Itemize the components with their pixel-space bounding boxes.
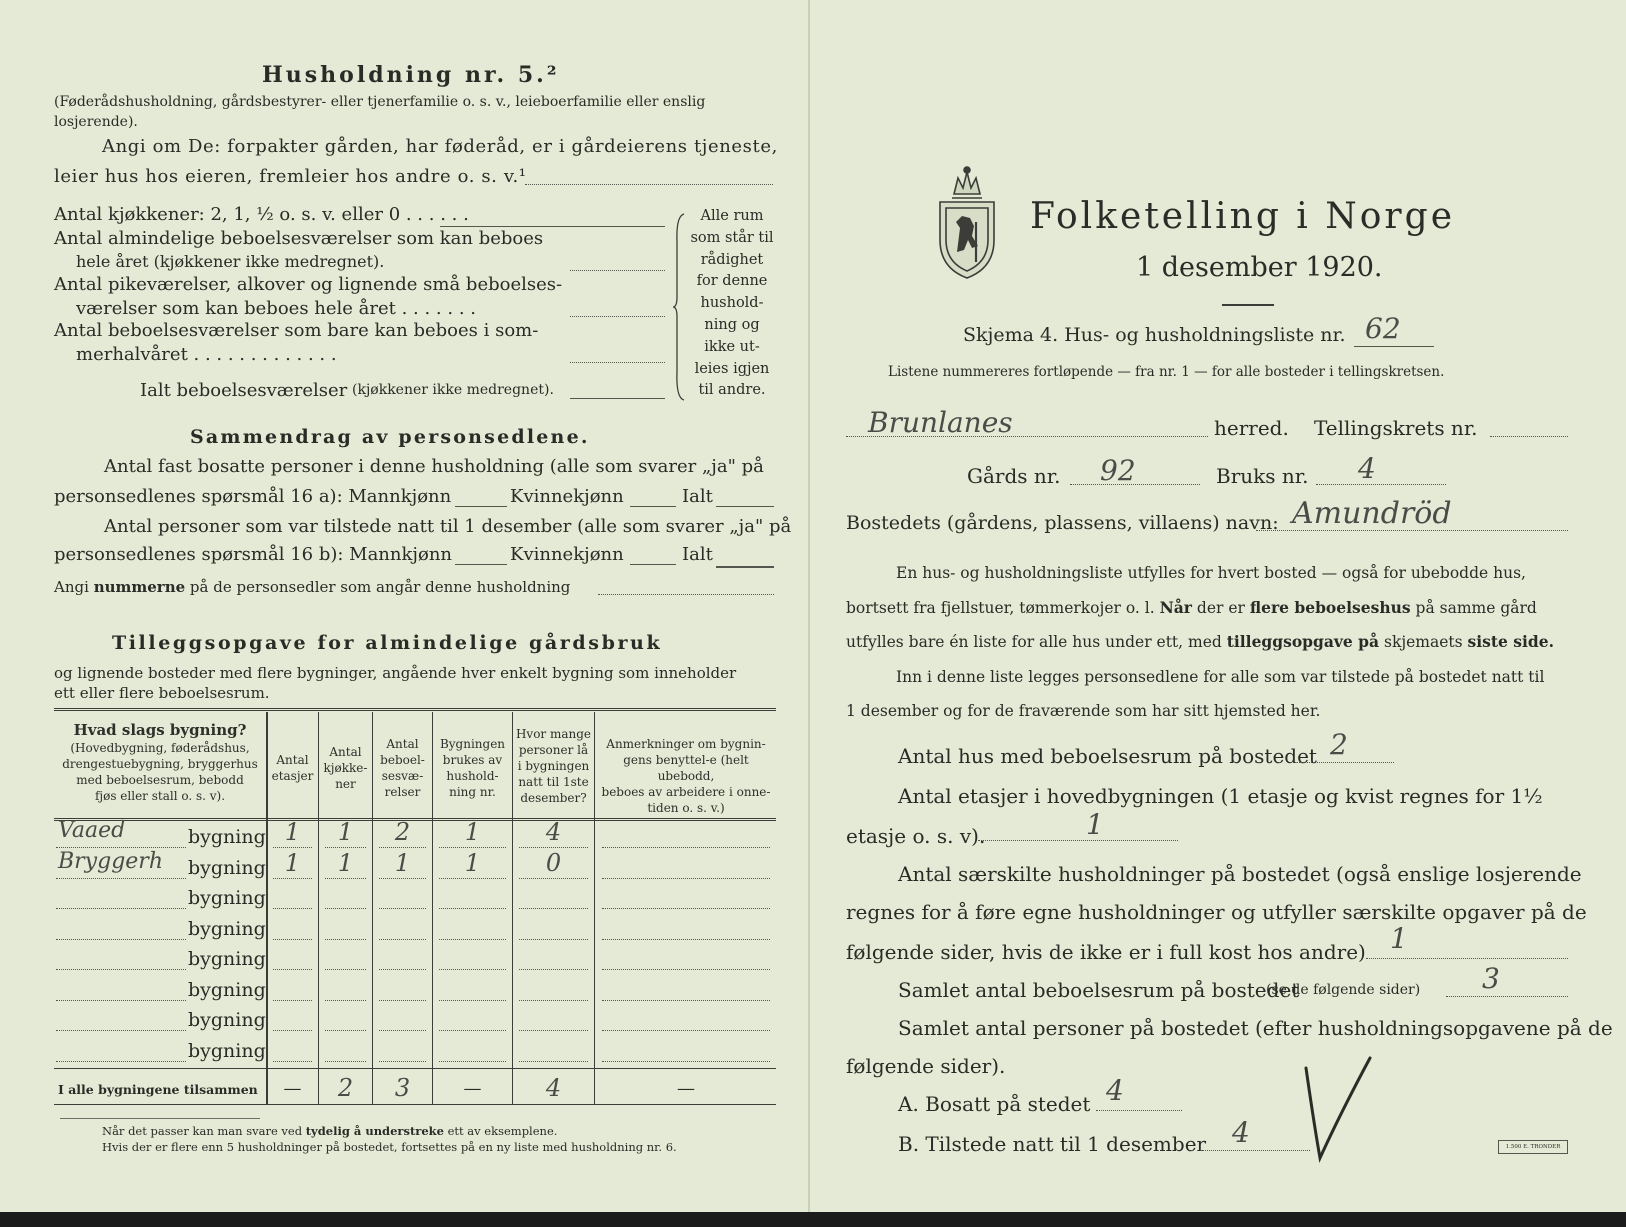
building-row-line xyxy=(56,939,186,940)
header-text: relser xyxy=(384,785,421,799)
saerskilte-answer-line xyxy=(1366,958,1568,959)
rooms-line-2: hele året (kjøkkener ikke medregnet). xyxy=(76,252,385,271)
side-note-line: som står til xyxy=(690,229,774,246)
building-row-line xyxy=(56,1061,186,1062)
form-date: 1 desember 1920. xyxy=(1136,252,1383,283)
building-row-line xyxy=(56,878,186,879)
instruction-2 xyxy=(846,598,1537,617)
cell-line xyxy=(273,969,312,970)
header-hvad-title: Hvad slags bygning? xyxy=(73,721,247,739)
header-text: ning nr. xyxy=(449,785,496,799)
instr2-mid: der er xyxy=(1196,599,1245,617)
gards-line xyxy=(1070,484,1200,485)
header-etasjer xyxy=(267,752,318,784)
header-kjokkener xyxy=(319,744,372,792)
angi-nummer-line xyxy=(54,578,570,596)
instr3-pre: utfylles bare én liste for alle hus under ett, med xyxy=(846,633,1222,651)
cell-line xyxy=(439,908,506,909)
cell-line xyxy=(519,878,588,879)
header-text: beboel- xyxy=(380,753,425,767)
samlet-rum-label: Samlet antal beboelsesrum på bostedet xyxy=(898,978,1300,1002)
header-text: ner xyxy=(335,777,356,791)
total-rooms-note: (kjøkkener ikke medregnet). xyxy=(352,382,554,398)
cell-etasjer: 1 xyxy=(284,818,301,846)
norway-coat-of-arms-icon xyxy=(932,164,1002,282)
liste-nr-value: 62 xyxy=(1365,312,1401,345)
cell-line xyxy=(379,1061,426,1062)
hus-line xyxy=(1290,762,1394,763)
cell-line xyxy=(325,908,366,909)
side-note-line: ning og xyxy=(704,316,760,333)
cell-line xyxy=(602,969,770,970)
tilstede-line-2: personsedlenes spørsmål 16 b): Mannkjønn xyxy=(54,544,453,565)
cell-line xyxy=(519,1061,588,1062)
summer-answer-line xyxy=(570,362,665,363)
footnote-1-bold: tydelig å understreke xyxy=(305,1124,444,1138)
girls-line-1: Antal pikeværelser, alkover og lignende små beboelses- xyxy=(54,274,563,295)
cell-line xyxy=(273,878,312,879)
cell-line xyxy=(439,1030,506,1031)
page-fold xyxy=(808,0,810,1212)
numbering-note: Listene nummereres fortløpende — fra nr. 1 — for alle bosteder i tellingskretsen. xyxy=(888,364,1445,380)
cell-line xyxy=(379,969,426,970)
header-text: brukes av xyxy=(442,753,503,767)
saerskilte-line-1: Antal særskilte husholdninger på bostedet (også enslige losjerende xyxy=(898,862,1582,886)
household-title: Husholdning nr. 5.² xyxy=(262,62,560,88)
col-divider xyxy=(594,712,595,1104)
instr2-bold: Når xyxy=(1159,598,1192,617)
samlet-rum-note: (se de følgende sider) xyxy=(1266,982,1421,998)
tilstede-mann-answer xyxy=(455,564,507,565)
cell-line xyxy=(602,878,770,879)
instr3-mid: skjemaets xyxy=(1383,633,1463,651)
hus-value: 2 xyxy=(1330,728,1348,761)
cell-line xyxy=(325,1000,366,1001)
cell-line xyxy=(519,969,588,970)
cell-beboelses: 1 xyxy=(394,848,411,877)
header-personer xyxy=(513,726,594,806)
etasjer-answer-line xyxy=(978,840,1178,841)
instr2-post: på samme gård xyxy=(1415,599,1537,617)
instr3-bold: siste side. xyxy=(1467,632,1555,651)
girls-answer-line xyxy=(570,316,665,317)
etasjer-line-2: etasje o. s. v). xyxy=(846,824,986,848)
footnote-1-post: ett av eksemplene. xyxy=(447,1124,558,1138)
side-note-line: Alle rum xyxy=(700,208,764,224)
header-hvad-sub: med beboelsesrum, bebodd xyxy=(76,773,244,787)
saerskilte-line-2: regnes for å føre egne husholdninger og utfyller særskilte opgaver på de xyxy=(846,900,1587,924)
cell-personer: 0 xyxy=(545,848,562,877)
bostedets-value: Amundröd xyxy=(1292,496,1452,531)
bygning-label: bygning xyxy=(188,978,266,1001)
header-text: personer lå xyxy=(518,743,589,757)
footnote-2: Hvis der er flere enn 5 husholdninger på bostedet, fortsettes på en ny liste med husholdning nr. 6. xyxy=(102,1140,677,1154)
bosatt-line xyxy=(1096,1110,1182,1111)
bygning-label: bygning xyxy=(188,948,266,970)
header-text: Hvor mange xyxy=(515,727,592,741)
summary-title: Sammendrag av personsedlene. xyxy=(190,426,590,448)
herred-value: Brunlanes xyxy=(868,406,1013,439)
tilstede-natt-line xyxy=(1200,1150,1310,1151)
cell-line xyxy=(602,847,770,848)
samlet-rum-line xyxy=(1446,996,1568,997)
building-name: Vaaed xyxy=(58,818,126,843)
footnote-1 xyxy=(102,1124,557,1138)
angi-answer-line xyxy=(525,184,773,185)
saerskilte-line-3: følgende sider, hvis de ikke er i full kost hos andre) xyxy=(846,940,1366,964)
fast-mann-answer xyxy=(455,506,507,507)
side-note-line: til andre. xyxy=(698,382,766,399)
tillegg-title: Tilleggsopgave for almindelige gårdsbruk xyxy=(112,632,663,654)
tellingskrets-line xyxy=(1490,436,1568,437)
cell-line xyxy=(379,908,426,909)
bosatt-label: A. Bosatt på stedet xyxy=(898,1092,1091,1116)
side-note-line: ikke ut- xyxy=(704,338,760,355)
side-note-line: for denne xyxy=(696,273,768,290)
bruks-value: 4 xyxy=(1358,452,1376,485)
bygning-label: bygning xyxy=(188,826,266,848)
samlet-pers-line-2: følgende sider). xyxy=(846,1054,1006,1078)
instruction-3 xyxy=(846,632,1554,651)
kitchens-label: Antal kjøkkener: 2, 1, ½ o. s. v. eller 0 . . . . . . xyxy=(54,204,469,225)
side-note xyxy=(688,206,776,402)
fast-line-2: personsedlenes spørsmål 16 a): Mannkjønn xyxy=(54,486,452,507)
total-rooms-label: Ialt beboelsesværelser xyxy=(140,380,348,401)
header-text: desember? xyxy=(520,791,587,805)
cell-line xyxy=(379,1000,426,1001)
header-brukes xyxy=(433,736,512,800)
check-mark-icon xyxy=(1300,1054,1380,1164)
header-text: sesvæ- xyxy=(381,769,424,783)
instr2-pre: bortsett fra fjellstuer, tømmerkojer o. l. xyxy=(846,599,1155,617)
total-anm: — xyxy=(677,1078,695,1099)
header-text: Bygningen xyxy=(439,737,506,751)
cell-line xyxy=(325,1030,366,1031)
tillegg-sub-1: og lignende bosteder med flere bygninger, angående hver enkelt bygning som inneholder xyxy=(54,664,737,682)
cell-line xyxy=(273,1000,312,1001)
fast-ialt-answer xyxy=(716,506,774,507)
angi-nummer-bold: nummerne xyxy=(93,578,186,596)
saerskilte-value: 1 xyxy=(1390,922,1408,955)
tilstede-natt-value: 4 xyxy=(1232,1116,1250,1149)
fast-line-1: Antal fast bosatte personer i denne husholdning (alle som svarer „ja" på xyxy=(104,456,764,477)
cell-line xyxy=(602,1000,770,1001)
herred-label: herred. xyxy=(1214,416,1289,440)
total-beboelses: 3 xyxy=(394,1074,411,1102)
cell-etasjer: 1 xyxy=(284,848,301,877)
total-kjokkener: 2 xyxy=(337,1074,354,1102)
bygning-label: bygning xyxy=(188,1039,266,1062)
cell-line xyxy=(519,939,588,940)
liste-nr-line xyxy=(1354,346,1434,347)
summer-line-1: Antal beboelsesværelser som bare kan beboes i som- xyxy=(54,320,539,341)
cell-line xyxy=(325,1061,366,1062)
bygning-label: bygning xyxy=(188,1009,266,1031)
cell-line xyxy=(325,878,366,879)
cell-line xyxy=(439,878,506,879)
building-name: Bryggerh xyxy=(58,848,163,874)
cell-line xyxy=(325,969,366,970)
cell-line xyxy=(439,1000,506,1001)
brace-icon xyxy=(672,212,686,402)
tilstede-kvinne-label: Kvinnekjønn xyxy=(510,544,624,565)
header-hvad-sub: fjøs eller stall o. s. v). xyxy=(94,789,226,803)
building-row-line xyxy=(56,1000,186,1001)
header-hvad-sub: (Hovedbygning, føderådshus, xyxy=(70,741,250,755)
cell-brukes: 1 xyxy=(464,818,481,846)
skjema-label: Skjema 4. Hus- og husholdningsliste nr. xyxy=(963,324,1346,346)
instruction-4: Inn i denne liste legges personsedlene for alle som var tilstede på bostedet natt til xyxy=(896,668,1545,686)
header-text: etasjer xyxy=(271,769,314,783)
gards-label: Gårds nr. xyxy=(967,464,1061,488)
building-row-line xyxy=(56,969,186,970)
cell-line xyxy=(602,1061,770,1062)
fast-ialt-label: Ialt xyxy=(682,486,713,507)
cell-line xyxy=(439,969,506,970)
household-subtitle: (Føderådshusholdning, gårdsbestyrer- eller tjenerfamilie o. s. v., leieboerfamilie eller enslig losjerende). xyxy=(54,94,706,130)
hus-label: Antal hus med beboelsesrum på bostedet xyxy=(898,744,1317,768)
rooms-answer-line xyxy=(570,270,665,271)
cell-line xyxy=(519,908,588,909)
fast-kvinne-answer xyxy=(630,506,676,507)
printer-stamp xyxy=(1498,1140,1568,1154)
cell-line xyxy=(273,908,312,909)
tilstede-natt-label: B. Tilstede natt til 1 desember xyxy=(898,1132,1207,1156)
tilstede-line-1: Antal personer som var tilstede natt til 1 desember (alle som svarer „ja" på xyxy=(104,516,792,537)
etasjer-line-1: Antal etasjer i hovedbygningen (1 etasje og kvist regnes for 1½ xyxy=(898,784,1543,808)
footnote-rule xyxy=(60,1118,260,1119)
rooms-line-1: Antal almindelige beboelsesværelser som kan beboes xyxy=(54,228,544,249)
instr2-bold: flere beboelseshus xyxy=(1249,598,1411,617)
building-row-line xyxy=(56,908,186,909)
cell-line xyxy=(519,1030,588,1031)
cell-line xyxy=(379,1030,426,1031)
cell-line xyxy=(439,939,506,940)
tilstede-ialt-answer xyxy=(716,566,774,568)
total-row-label: I alle bygningene tilsammen xyxy=(58,1082,258,1097)
cell-line xyxy=(602,1030,770,1031)
cell-kjokkener: 1 xyxy=(337,848,354,877)
bygning-label: bygning xyxy=(188,887,266,909)
header-text: i bygningen xyxy=(517,759,590,773)
samlet-pers-line-1: Samlet antal personer på bostedet (efter husholdningsopgavene på de xyxy=(898,1016,1613,1040)
header-hvad xyxy=(54,720,266,804)
cell-brukes: 1 xyxy=(464,848,481,877)
printer-stamp-text: 1.500 E. TRONDER xyxy=(1505,1144,1561,1150)
cell-line xyxy=(439,1061,506,1062)
herred-line xyxy=(846,436,1208,437)
cell-line xyxy=(273,1061,312,1062)
cell-beboelses: 2 xyxy=(394,818,411,846)
fast-kvinne-label: Kvinnekjønn xyxy=(510,486,624,507)
header-text: Antal xyxy=(329,745,362,759)
header-anmerkninger xyxy=(596,736,776,816)
instruction-1: En hus- og husholdningsliste utfylles for hvert bosted — også for ubebodde hus, xyxy=(896,564,1526,582)
cell-line xyxy=(379,878,426,879)
total-personer: 4 xyxy=(545,1074,562,1102)
footnote-1-pre: Når det passer kan man svare ved xyxy=(102,1124,303,1138)
side-note-line: hushold- xyxy=(700,295,764,312)
building-row-line xyxy=(56,1030,186,1031)
header-text: Anmerkninger om bygnin- xyxy=(606,737,766,751)
tillegg-sub-2: ett eller flere beboelsesrum. xyxy=(54,684,270,702)
angi-nummer-rest: på de personsedler som angår denne husholdning xyxy=(189,578,571,596)
cell-line xyxy=(325,939,366,940)
tilstede-kvinne-answer xyxy=(630,564,676,565)
girls-line-2: værelser som kan beboes hele året . . . . . . . xyxy=(76,298,476,319)
table-body-bottom-rule xyxy=(54,1068,776,1069)
header-text: Antal xyxy=(276,753,309,767)
header-text: beboes av arbeidere i onne- xyxy=(601,785,771,799)
header-text: natt til 1ste xyxy=(518,775,589,789)
side-note-line: rådighet xyxy=(700,251,764,268)
title-divider xyxy=(1222,304,1274,306)
angi-line-1: Angi om De: forpakter gården, har føderåd, er i gårdeierens tjeneste, xyxy=(102,136,778,157)
cell-line xyxy=(379,939,426,940)
bruks-line xyxy=(1316,484,1446,485)
side-note-line: leies igjen xyxy=(694,360,770,377)
instr3-bold: tilleggsopgave på xyxy=(1226,632,1380,651)
header-text: gens benyttel-e (helt ubebodd, xyxy=(623,753,749,783)
cell-line xyxy=(273,1030,312,1031)
header-hvad-sub: drengestuebygning, bryggerhus xyxy=(62,757,258,771)
summer-line-2: merhalvåret . . . . . . . . . . . . . xyxy=(76,344,337,365)
form-title: Folketelling i Norge xyxy=(1030,196,1455,237)
kitchens-answer-line xyxy=(440,226,665,227)
total-brukes: — xyxy=(463,1078,482,1099)
cell-line xyxy=(519,1000,588,1001)
total-rooms-answer-line xyxy=(570,398,665,399)
bosatt-value: 4 xyxy=(1106,1074,1124,1107)
bostedets-line xyxy=(1256,530,1568,531)
header-text: Antal xyxy=(386,737,419,751)
header-text: hushold- xyxy=(446,769,499,783)
instruction-5: 1 desember og for de fraværende som har sitt hjemsted her. xyxy=(846,702,1321,720)
cell-line xyxy=(602,908,770,909)
cell-line xyxy=(273,939,312,940)
angi-line-2: leier hus hos eieren, fremleier hos andre o. s. v.¹ xyxy=(54,166,527,187)
table-top-rule xyxy=(54,708,776,711)
tellingskrets-label: Tellingskrets nr. xyxy=(1314,416,1478,440)
samlet-rum-value: 3 xyxy=(1482,962,1500,995)
angi-nummer-answer xyxy=(598,594,774,595)
total-etasjer: — xyxy=(283,1078,302,1099)
cell-line xyxy=(602,939,770,940)
bruks-label: Bruks nr. xyxy=(1216,464,1309,488)
bygning-label: bygning xyxy=(188,856,266,879)
bostedets-label: Bostedets (gårdens, plassens, villaens) navn: xyxy=(846,512,1279,534)
header-beboelses xyxy=(373,736,432,800)
header-text: kjøkke- xyxy=(323,761,368,775)
cell-kjokkener: 1 xyxy=(337,818,354,846)
angi-nummer-word: Angi xyxy=(54,578,89,596)
cell-personer: 4 xyxy=(545,818,562,846)
etasjer-value: 1 xyxy=(1086,808,1104,841)
table-total-rule xyxy=(54,1104,776,1105)
header-text: tiden o. s. v.) xyxy=(647,801,725,815)
bygning-label: bygning xyxy=(188,917,266,940)
tilstede-ialt-label: Ialt xyxy=(682,544,713,565)
gards-value: 92 xyxy=(1100,454,1136,487)
